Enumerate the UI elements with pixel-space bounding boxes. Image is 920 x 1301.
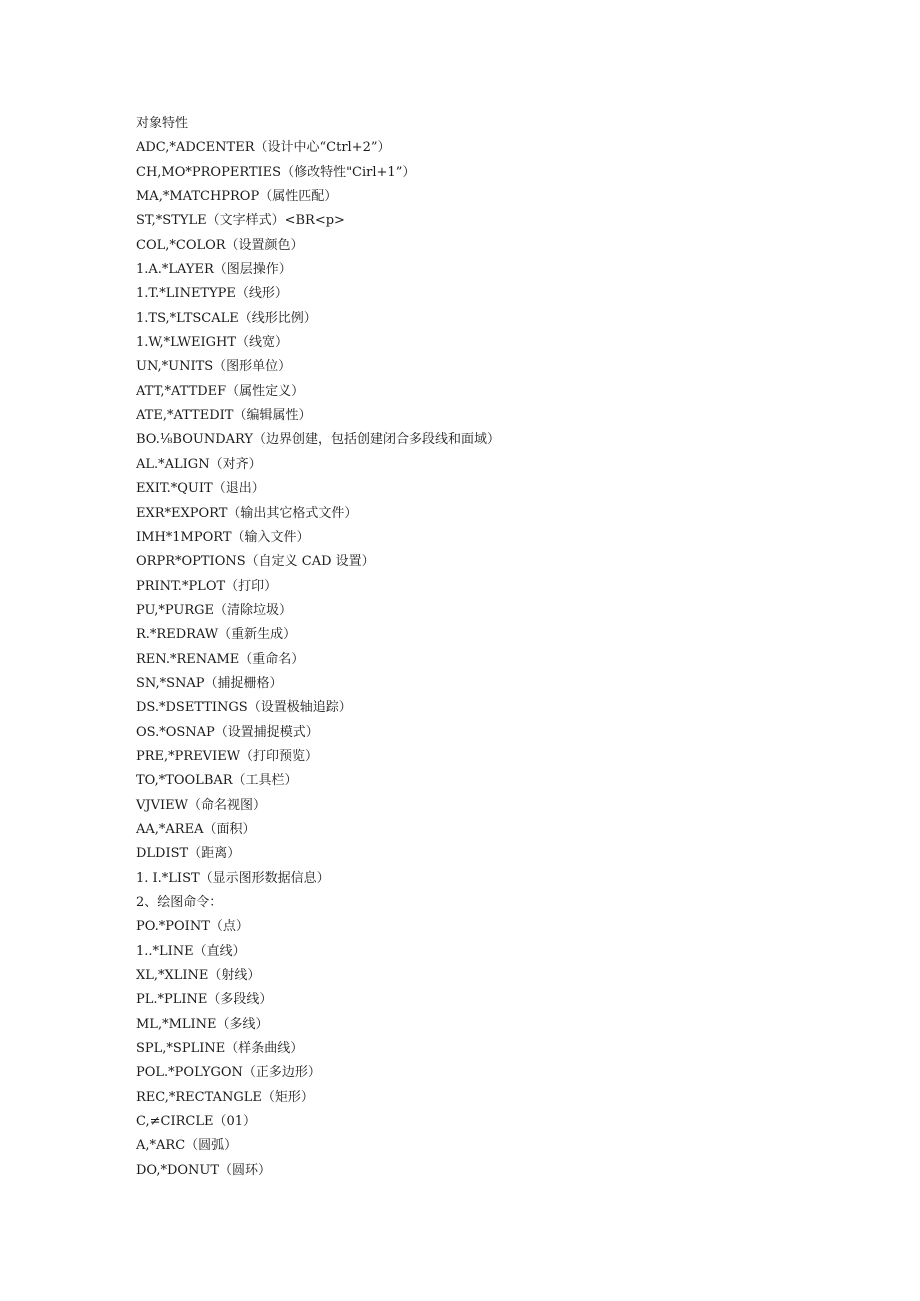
text-line: ST,*STYLE（文字样式）<BR<p>: [136, 213, 345, 229]
section-heading: 2、绘图命令：: [136, 895, 223, 910]
text-line: A,*ARC（圆弧）: [136, 1138, 238, 1154]
text-line: ORPR*OPTIONS（自定义 CAD 设置）: [136, 554, 375, 570]
text-line: PO.*POINT（点）: [136, 919, 249, 935]
text-line: ML,*MLINE（多线）: [136, 1016, 269, 1032]
text-line: 1.T.*LINETYPE（线形）: [136, 286, 288, 302]
section-heading: 对象特性: [136, 116, 189, 131]
text-line: IMH*1MPORT（输入文件）: [136, 529, 310, 545]
text-line: AA,*AREA（面积）: [136, 821, 256, 837]
text-line: SN,*SNAP（捕捉栅格）: [136, 675, 283, 691]
text-line: 1.A.*LAYER（图层操作）: [136, 262, 292, 278]
text-line: OS.*OSNAP（设置捕捉模式）: [136, 724, 319, 740]
text-line: PL.*PLINE（多段线）: [136, 992, 273, 1008]
text-line: ADC,*ADCENTER（设计中心“Ctrl+2”）: [136, 140, 391, 156]
text-line: 1.TS,*LTSCALE（线形比例）: [136, 310, 317, 326]
text-line: 1..*LINE（直线）: [136, 943, 246, 959]
text-line: EXIT.*QUIT（退出）: [136, 481, 265, 497]
text-line: SPL,*SPLINE（样条曲线）: [136, 1041, 304, 1057]
text-line: DO,*DONUT（圆环）: [136, 1162, 272, 1178]
text-line: VJVIEW（命名视图）: [136, 797, 266, 813]
text-line: DS.*DSETTINGS（设置极轴追踪）: [136, 700, 352, 716]
text-line: PRE,*PREVIEW（打印预览）: [136, 748, 319, 764]
text-line: POL.*POLYGON（正多边形）: [136, 1065, 321, 1081]
text-line: COL,*COLOR（设置颜色）: [136, 237, 304, 253]
text-line: ATT,*ATTDEF（属性定义）: [136, 383, 305, 399]
text-line: UN,*UNITS（图形单位）: [136, 359, 292, 375]
text-line: PRINT.*PLOT（打印）: [136, 578, 278, 594]
text-line: 1.W,*LWEIGHT（线宽）: [136, 335, 289, 351]
text-line: XL,*XLINE（射线）: [136, 968, 261, 984]
command-list: [136, 112, 896, 1183]
text-line: DLDIST（距离）: [136, 846, 241, 862]
text-line: MA,*MATCHPROP（属性匹配）: [136, 189, 338, 205]
text-line: BO.⅛BOUNDARY（边界创建，包括创建闭合多段线和面域）: [136, 432, 500, 448]
text-line: C,≠CIRCLE（01）: [136, 1114, 256, 1130]
text-line: R.*REDRAW（重新生成）: [136, 627, 297, 643]
text-line: EXR*EXPORT（输出其它格式文件）: [136, 505, 358, 521]
text-line: REN.*RENAME（重命名）: [136, 651, 305, 667]
text-line: ATE,*ATTEDIT（编辑属性）: [136, 408, 312, 424]
text-line: 1. I.*LIST（显示图形数据信息）: [136, 870, 330, 886]
text-line: AL.*ALIGN（对齐）: [136, 456, 262, 472]
text-line: CH,MO*PROPERTIES（修改特性"Cirl+1”）: [136, 164, 416, 180]
text-line: PU,*PURGE（清除垃圾）: [136, 602, 293, 618]
text-line: TO,*TOOLBAR（工具栏）: [136, 773, 298, 789]
text-line: REC,*RECTANGLE（矩形）: [136, 1089, 314, 1105]
